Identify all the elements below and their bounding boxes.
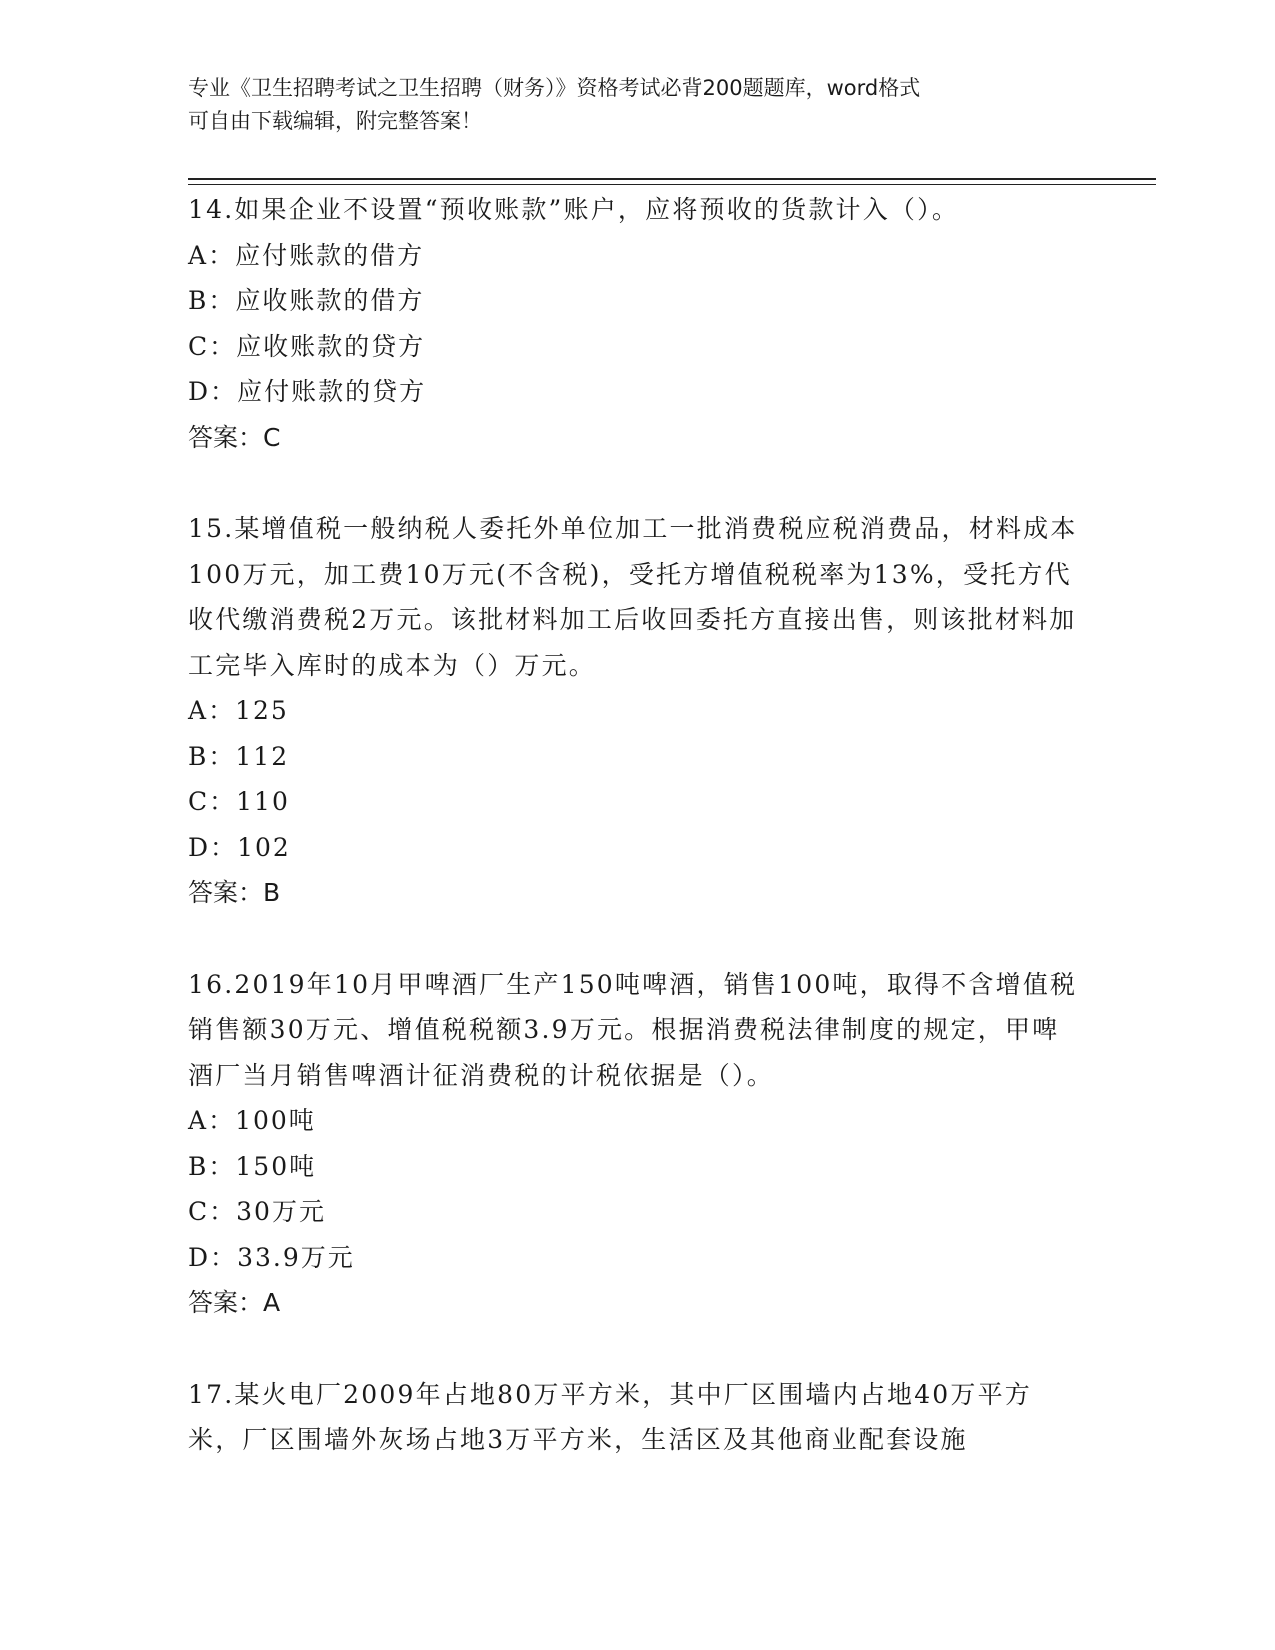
option-text: 应收账款的贷方 bbox=[236, 331, 426, 361]
answer-label: 答案： bbox=[188, 1288, 264, 1317]
option-text: 102 bbox=[237, 832, 291, 862]
option-letter: B bbox=[188, 286, 209, 315]
answer-line bbox=[188, 1280, 1083, 1326]
option-letter: D bbox=[188, 832, 211, 862]
option-letter: C bbox=[188, 331, 210, 361]
answer-value: B bbox=[263, 878, 281, 907]
option-text: 应收账款的借方 bbox=[235, 286, 425, 315]
question-15 bbox=[188, 506, 1083, 916]
option-c: C：30万元 bbox=[188, 1197, 326, 1226]
option-text: 应付账款的贷方 bbox=[237, 377, 427, 406]
option-c: C：110 bbox=[188, 787, 290, 816]
option-text: 应付账款的借方 bbox=[235, 240, 425, 270]
option-letter: D bbox=[188, 1242, 211, 1272]
question-14 bbox=[188, 187, 1083, 460]
option-text: 110 bbox=[236, 787, 290, 816]
option-text: 125 bbox=[235, 696, 289, 725]
header-divider-thin bbox=[188, 184, 1156, 185]
option-d: D：应付账款的贷方 bbox=[188, 377, 427, 406]
option-text: 30万元 bbox=[236, 1197, 326, 1226]
option-letter: B bbox=[188, 1151, 209, 1181]
option-c: C：应收账款的贷方 bbox=[188, 331, 426, 361]
question-stem: 16.2019年10月甲啤酒厂生产150吨啤酒，销售100吨，取得不含增值税销售额30万元、增值税税额3.9万元。根据消费税法律制度的规定，甲啤酒厂当月销售啤酒计征消费税的计税依据是（）。 bbox=[188, 969, 1078, 1090]
question-stem: 15.某增值税一般纳税人委托外单位加工一批消费税应税消费品，材料成本100万元，加工费10万元(不含税)，受托方增值税税率为13%，受托方代收代缴消费税2万元。该批材料加工后收回委托方直接出售，则该批材料加工完毕入库时的成本为（）万元。 bbox=[188, 514, 1078, 680]
answer-line bbox=[188, 415, 1083, 461]
option-a: A：应付账款的借方 bbox=[188, 240, 425, 270]
question-stem: 14.如果企业不设置“预收账款”账户，应将预收的货款计入（）。 bbox=[188, 195, 960, 224]
answer-label: 答案： bbox=[188, 422, 264, 452]
answer-label: 答案： bbox=[188, 878, 264, 907]
option-letter: A bbox=[188, 696, 209, 725]
option-d: D：33.9万元 bbox=[188, 1242, 355, 1272]
question-stem: 17.某火电厂2009年占地80万平方米，其中厂区围墙内占地40万平方米，厂区围墙外灰场占地3万平方米，生活区及其他商业配套设施 bbox=[188, 1379, 1033, 1454]
option-text: 150吨 bbox=[235, 1151, 317, 1181]
header-line-2: 可自由下载编辑，附完整答案！ bbox=[188, 109, 482, 133]
option-a: A：100吨 bbox=[188, 1106, 316, 1135]
answer-line bbox=[188, 870, 1083, 916]
option-letter: A bbox=[188, 1106, 209, 1135]
option-letter: C bbox=[188, 787, 210, 816]
document-header bbox=[188, 72, 1088, 138]
question-17 bbox=[188, 1372, 1083, 1463]
option-letter: A bbox=[188, 240, 209, 270]
option-b: B：150吨 bbox=[188, 1151, 317, 1181]
option-letter: D bbox=[188, 377, 211, 406]
option-letter: C bbox=[188, 1197, 210, 1226]
option-text: 100吨 bbox=[235, 1106, 316, 1135]
question-list bbox=[188, 187, 1083, 1463]
answer-value: C bbox=[263, 422, 281, 452]
option-letter: B bbox=[188, 741, 209, 771]
option-text: 33.9万元 bbox=[237, 1242, 355, 1272]
header-line-1: 专业《卫生招聘考试之卫生招聘（财务）》资格考试必背200题题库，word格式 bbox=[188, 76, 921, 100]
option-text: 112 bbox=[235, 741, 290, 771]
option-a: A：125 bbox=[188, 696, 289, 725]
answer-value: A bbox=[263, 1288, 281, 1317]
header-divider-thick bbox=[188, 178, 1156, 180]
option-b: B：应收账款的借方 bbox=[188, 286, 425, 315]
option-b: B：112 bbox=[188, 741, 290, 771]
question-16 bbox=[188, 962, 1083, 1326]
option-d: D：102 bbox=[188, 832, 291, 862]
